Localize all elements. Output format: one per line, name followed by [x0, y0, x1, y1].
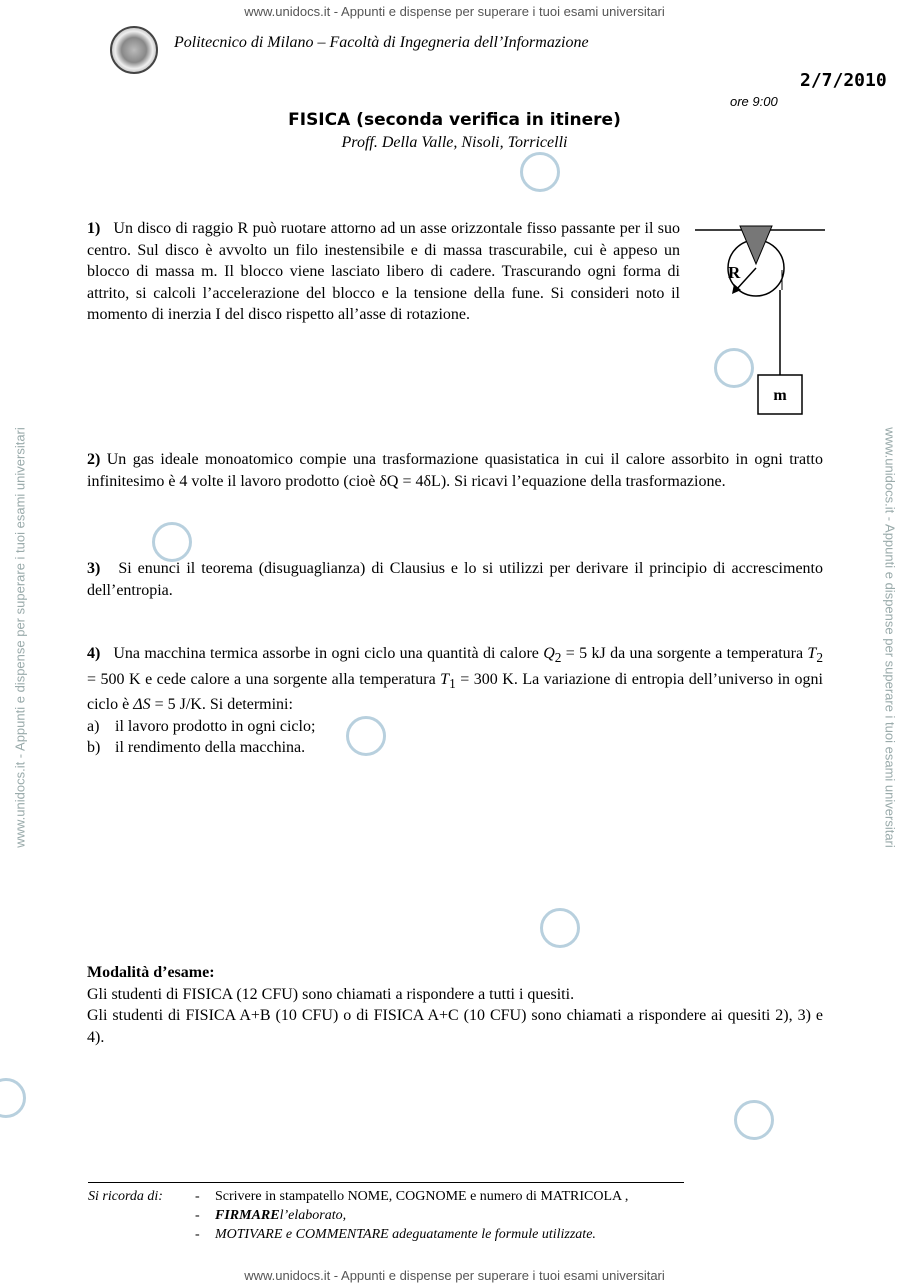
question-3: [87, 558, 823, 601]
question-4: 4) Una macchina termica assorbe in ogni ciclo una quantità di calore $Q_2 = 5$ kJ da una sorgente a temperatura $T_2 = 500$ K e cede calore a una sorgente alla temperatura $T_1 = 300$ K. La variazione di entropia dell’universo in ogni ciclo è ΔS = 5 J/K. Si determini: a) il lavoro prodotto in ogni ciclo; b) il rendimento della macchina.: [87, 643, 823, 759]
question-1: [87, 218, 680, 326]
sub-question-b: b) il rendimento della macchina.: [87, 739, 306, 757]
exam-mode: [87, 962, 823, 1048]
question-number: 4): [87, 645, 101, 662]
watermark-logo-icon: [152, 522, 192, 562]
question-2: [87, 449, 823, 492]
footer-item-2: - FIRMAREl’elaborato,: [195, 1208, 347, 1223]
professors: Proff. Della Valle, Nisoli, Torricelli: [341, 134, 568, 151]
university-name: Politecnico di Milano – Facoltà di Ingegneria dell’Informazione: [174, 34, 589, 51]
exam-title: FISICA (seconda verifica in itinere): [288, 110, 621, 130]
exam-mode-line-2: Gli studenti di FISICA A+B (10 CFU) o di FISICA A+C (10 CFU) sono chiamati a rispondere ai quesiti 2), 3) e 4).: [87, 1007, 823, 1046]
question-number: 3): [87, 560, 101, 577]
question-text: Un disco di raggio R può ruotare attorno ad un asse orizzontale fisso passante per il suo centro. Sul disco è avvolto un filo inestensibile e di massa trascurabile, cui è appeso un blocco di massa m. Il blocco viene lasciato libero di cadere. Trascurando ogni forma di attrito, si calcoli l’accelerazione del blocco e la tensione della fune. Si consideri noto il momento di inerzia I del disco rispetto all’asse di rotazione.: [87, 220, 681, 323]
question-number: 1): [87, 220, 101, 237]
exam-time: ore 9:00: [730, 94, 778, 109]
footer-item-1: - Scrivere in stampatello NOME, COGNOME e numero di MATRICOLA ,: [195, 1189, 629, 1204]
question-text: Un gas ideale monoatomico compie una trasformazione quasistatica in cui il calore assorbito in ogni tratto infinitesimo è 4 volte il lavoro prodotto (cioè δQ = 4δL). Si ricavi l’equazione della trasformazione.: [87, 451, 823, 490]
watermark-bottom: www.unidocs.it - Appunti e dispense per superare i tuoi esami universitari: [244, 1268, 665, 1283]
watermark-logo-icon: [734, 1100, 774, 1140]
watermark-logo-icon: [0, 1078, 26, 1118]
watermark-logo-icon: [520, 152, 560, 192]
footer-item-3: - MOTIVARE e COMMENTARE adeguatamente le formule utilizzate.: [195, 1227, 596, 1242]
exam-mode-line-1: Gli studenti di FISICA (12 CFU) sono chiamati a rispondere a tutti i quesiti.: [87, 985, 575, 1003]
exam-date: 2/7/2010: [800, 70, 887, 91]
watermark-logo-icon: [540, 908, 580, 948]
disc-pulley-figure: [690, 218, 830, 418]
watermark-top: www.unidocs.it - Appunti e dispense per superare i tuoi esami universitari: [244, 4, 665, 19]
figure-label-r: R: [728, 263, 741, 282]
question-text: Si enunci il teorema (disuguaglianza) di Clausius e lo si utilizzi per derivare il principio di accrescimento dell’entropia.: [87, 560, 823, 599]
footer-divider: [88, 1182, 684, 1183]
question-number: 2): [87, 451, 101, 468]
sub-question-a: a) il lavoro prodotto in ogni ciclo;: [87, 717, 316, 735]
exam-mode-heading: Modalità d’esame:: [87, 964, 215, 981]
figure-label-m: m: [773, 387, 787, 404]
watermark-right: www.unidocs.it - Appunti e dispense per superare i tuoi esami universitari: [882, 427, 898, 848]
footer-label: Si ricorda di:: [88, 1189, 163, 1204]
watermark-left: www.unidocs.it - Appunti e dispense per superare i tuoi esami universitari: [12, 427, 28, 848]
university-seal-icon: [110, 26, 158, 74]
